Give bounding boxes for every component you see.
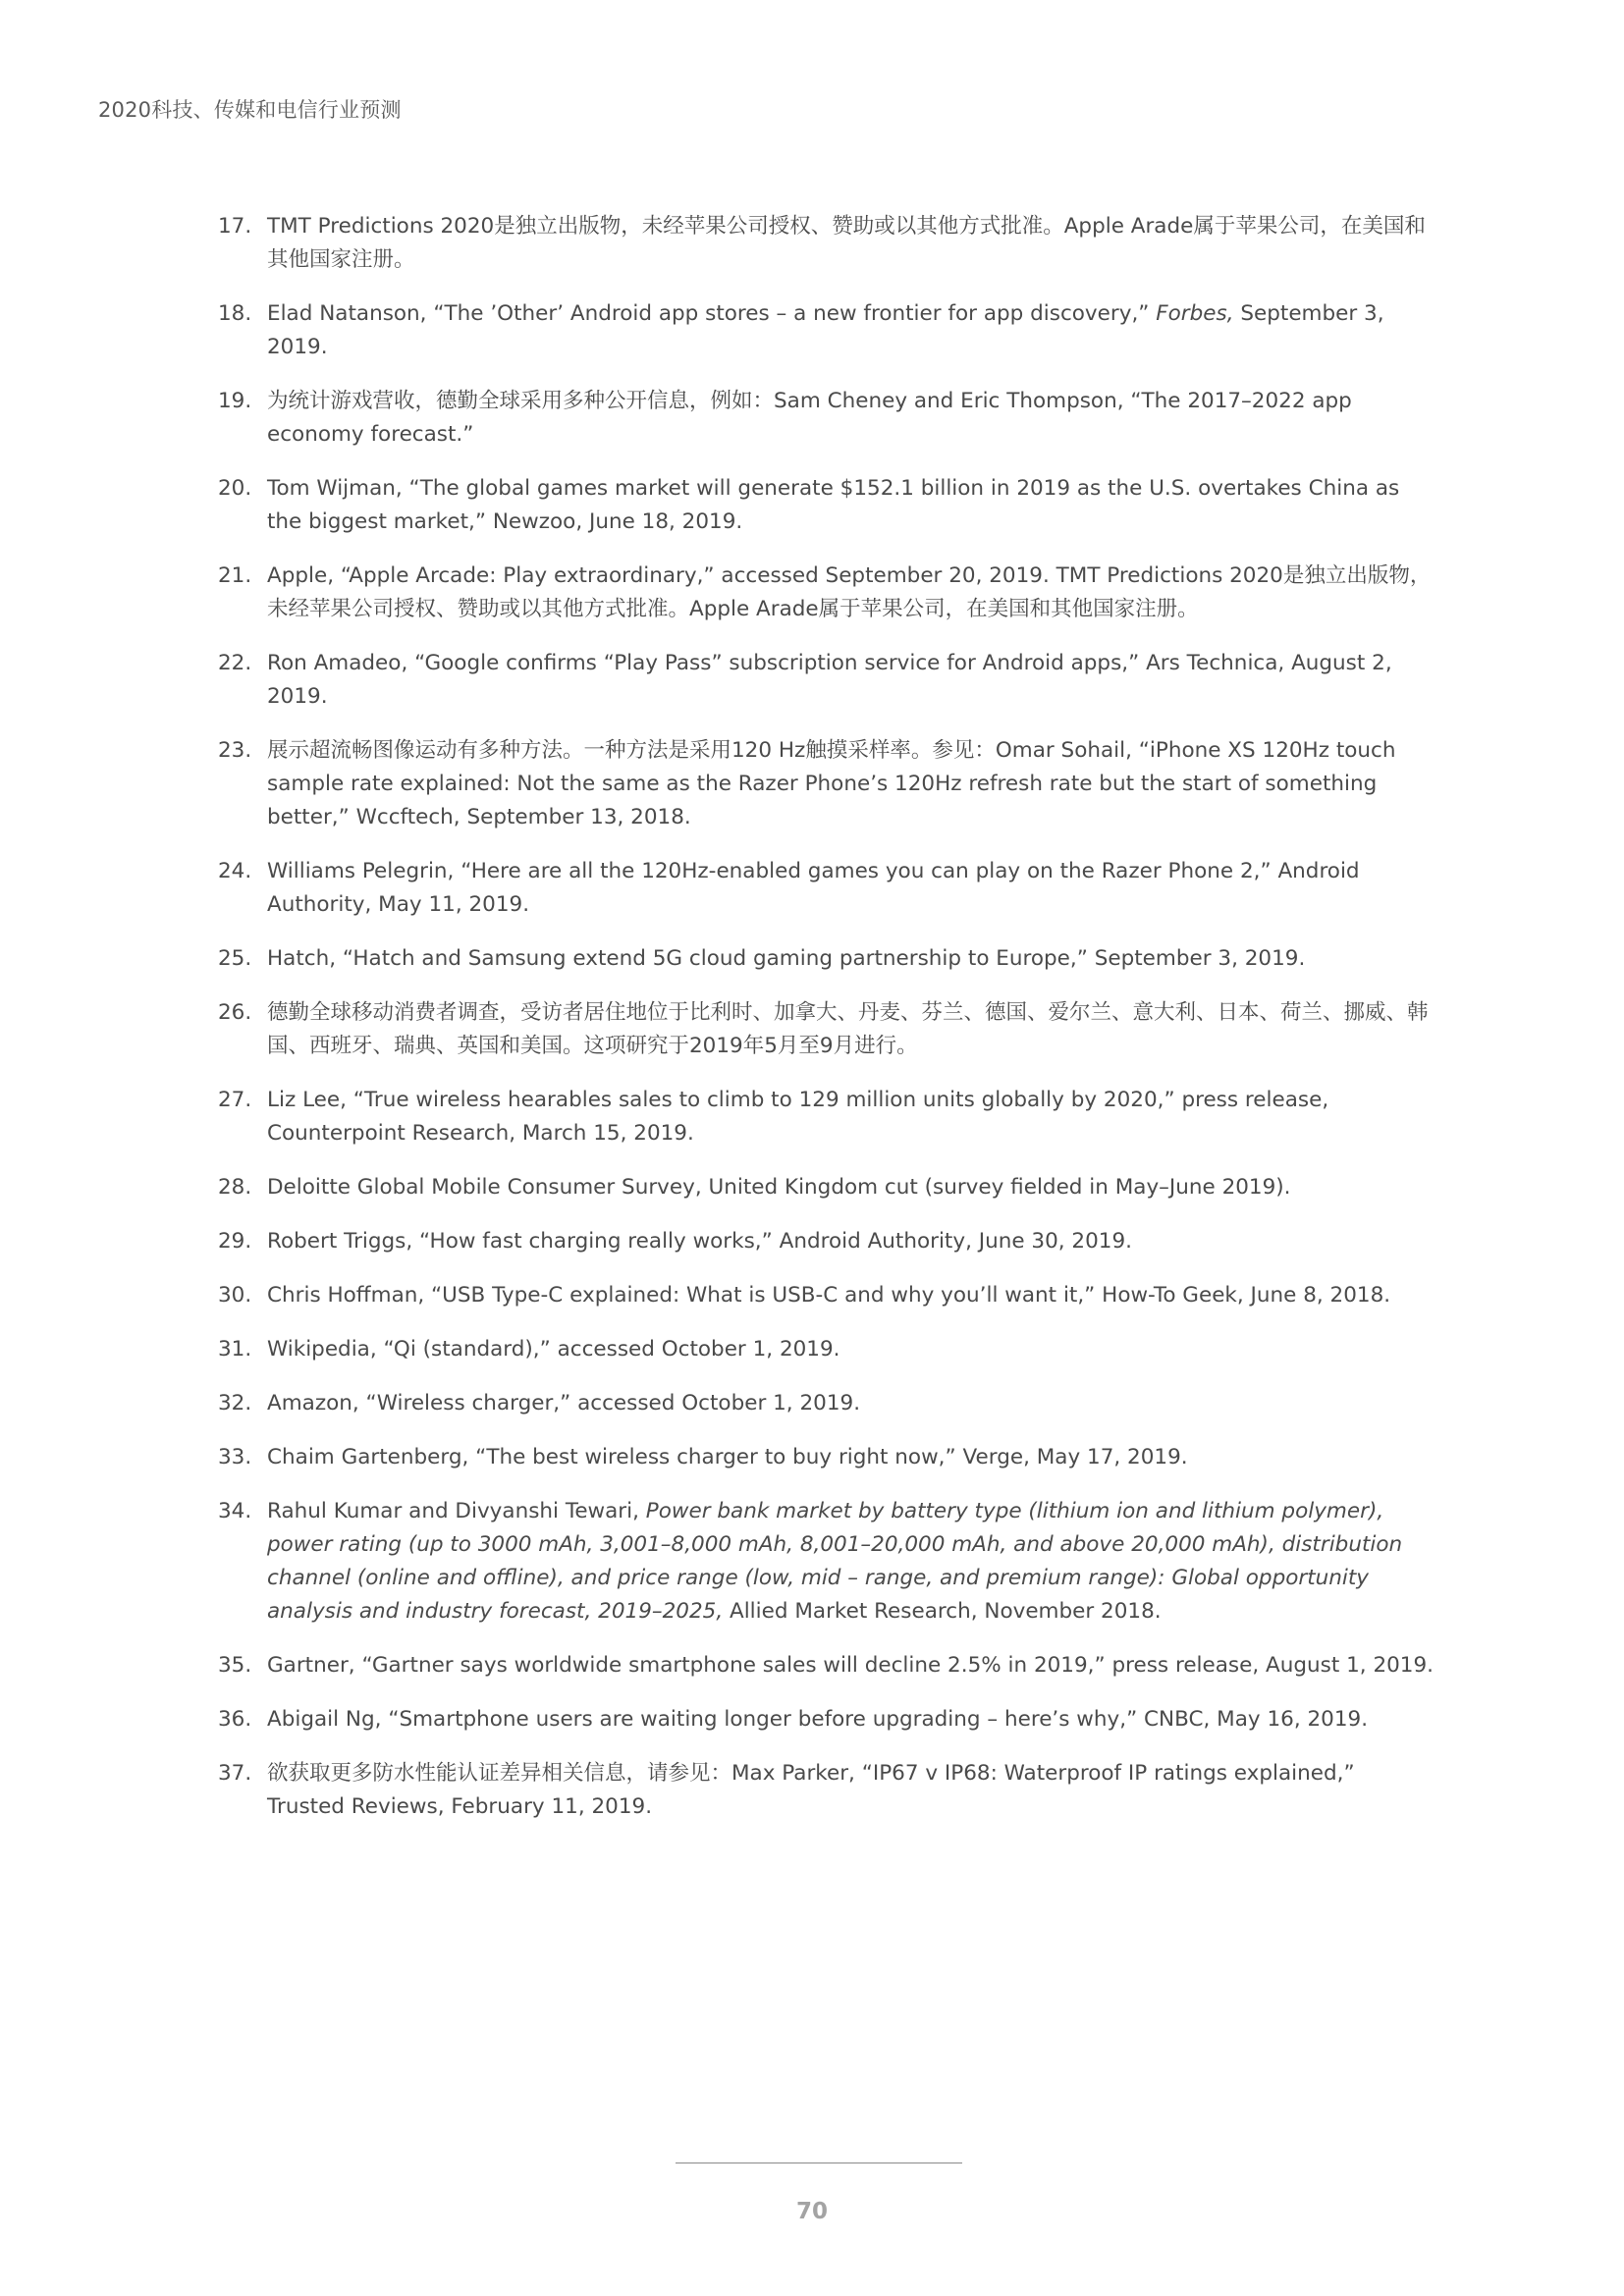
endnote-item — [218, 1225, 1435, 1258]
endnote-text — [267, 563, 1431, 621]
endnote-text-segment: Chris Hoffman, “USB Type-C explained: What is USB-C and why you’ll want it,” How-To Geek, June 8, 2018. — [267, 1283, 1391, 1308]
endnote-text-segment: Elad Natanson, “The ’Other’ Android app stores – a new frontier for app discovery,” — [267, 301, 1157, 326]
endnote-text-segment: Amazon, “Wireless charger,” accessed October 1, 2019. — [267, 1391, 861, 1415]
endnote-number: 31. — [218, 1337, 252, 1362]
endnote-number: 19. — [218, 389, 252, 413]
endnote-item — [218, 385, 1435, 452]
endnote-number: 22. — [218, 651, 252, 675]
endnote-number: 29. — [218, 1229, 252, 1254]
endnote-item — [218, 734, 1435, 834]
endnote-text — [267, 1175, 1291, 1200]
endnote-number: 23. — [218, 738, 252, 763]
endnote-text — [267, 1000, 1429, 1058]
endnote-text-segment: 德勤全球移动消费者调查，受访者居住地位于比利时、加拿大、丹麦、芬兰、德国、爱尔兰、意大利、日本、荷兰、挪威、韩国、西班牙、瑞典、英国和美国。这项研究于2019年5月至9月进行。 — [267, 1000, 1429, 1058]
endnote-item — [218, 942, 1435, 976]
endnote-text-segment: Liz Lee, “True wireless hearables sales to climb to 129 million units globally by 2020,” press release, Counterpoint Research, March 15, 2019. — [267, 1088, 1329, 1146]
endnote-text-segment: Tom Wijman, “The global games market will generate $152.1 billion in 2019 as the U.S. overtakes China as the biggest market,” Newzoo, June 18, 2019. — [267, 476, 1400, 534]
endnote-text — [267, 301, 1384, 359]
endnote-text-segment: Deloitte Global Mobile Consumer Survey, United Kingdom cut (survey fielded in May–June 2019). — [267, 1175, 1291, 1200]
endnote-text-segment: Chaim Gartenberg, “The best wireless charger to buy right now,” Verge, May 17, 2019. — [267, 1445, 1188, 1469]
endnote-text — [267, 476, 1399, 534]
endnote-text-segment: Allied Market Research, November 2018. — [723, 1599, 1162, 1624]
endnote-number: 27. — [218, 1088, 252, 1112]
endnote-text — [267, 1653, 1434, 1678]
endnote-item — [218, 1084, 1435, 1150]
endnote-text-segment: 展示超流畅图像运动有多种方法。一种方法是采用120 Hz触摸采样率。参见：Omar Sohail, “iPhone XS 120Hz touch sample rate explained: Not the same as the Razer Phone’s 120Hz refresh rate but the start of something better,” Wccftech, September 13, 2018. — [267, 738, 1396, 829]
endnote-item — [218, 996, 1435, 1063]
endnote-number: 17. — [218, 214, 252, 239]
endnote-text — [267, 389, 1352, 447]
endnote-number: 28. — [218, 1175, 252, 1200]
endnote-item — [218, 1387, 1435, 1420]
endnote-text-segment: September 3, 2019. — [267, 301, 1384, 359]
endnote-number: 25. — [218, 946, 252, 971]
endnote-text — [267, 1445, 1188, 1469]
endnote-text — [267, 214, 1426, 272]
endnote-item — [218, 1703, 1435, 1736]
endnote-number: 35. — [218, 1653, 252, 1678]
endnote-item — [218, 1279, 1435, 1312]
endnote-text-segment: Wikipedia, “Qi (standard),” accessed October 1, 2019. — [267, 1337, 840, 1362]
endnote-item — [218, 297, 1435, 364]
page-number: 70 — [795, 2199, 828, 2224]
endnote-text-segment: Williams Pelegrin, “Here are all the 120Hz-enabled games you can play on the Razer Phone 2,” Android Authority, May 11, 2019. — [267, 859, 1360, 917]
endnote-italic-title: Forbes, — [1156, 301, 1234, 326]
endnote-item — [218, 1171, 1435, 1204]
endnote-item — [218, 472, 1435, 539]
endnote-text — [267, 1088, 1328, 1146]
endnote-number: 30. — [218, 1283, 252, 1308]
endnote-text-segment: 为统计游戏营收，德勤全球采用多种公开信息，例如：Sam Cheney and Eric Thompson, “The 2017–2022 app economy forecast.” — [267, 389, 1352, 447]
endnote-text — [267, 1337, 840, 1362]
endnote-number: 21. — [218, 563, 252, 588]
endnote-item — [218, 647, 1435, 714]
endnote-item — [218, 1333, 1435, 1366]
endnote-italic-title: Power bank market by battery type (lithium ion and lithium polymer), power rating (up to 3000 mAh, 3,001–8,000 mAh, 8,001–20,000 mAh, and above 20,000 mAh), distribution channel (online and offline), and price range (low, mid – range, and premium range): Global opportunity analysis and industry forecast, 2019–2025, — [267, 1499, 1403, 1624]
endnote-text-segment: Rahul Kumar and Divyanshi Tewari, — [267, 1499, 646, 1523]
endnote-number: 24. — [218, 859, 252, 883]
endnote-item — [218, 560, 1435, 626]
endnote-item — [218, 1441, 1435, 1474]
endnote-item — [218, 210, 1435, 277]
endnote-text — [267, 946, 1305, 971]
endnote-text-segment: Ron Amadeo, “Google confirms “Play Pass” subscription service for Android apps,” Ars Technica, August 2, 2019. — [267, 651, 1392, 709]
endnote-text-segment: 欲获取更多防水性能认证差异相关信息，请参见：Max Parker, “IP67 v IP68: Waterproof IP ratings explained,” Trusted Reviews, February 11, 2019. — [267, 1761, 1355, 1819]
endnote-number: 36. — [218, 1707, 252, 1732]
endnote-item — [218, 1757, 1435, 1824]
endnote-text — [267, 1283, 1390, 1308]
endnote-number: 26. — [218, 1000, 252, 1025]
endnote-number: 33. — [218, 1445, 252, 1469]
running-header: 2020科技、传媒和电信行业预测 — [98, 98, 402, 122]
endnote-text — [267, 1707, 1368, 1732]
endnote-number: 32. — [218, 1391, 252, 1415]
endnote-number: 34. — [218, 1499, 252, 1523]
endnote-number: 20. — [218, 476, 252, 501]
endnote-text-segment: Gartner, “Gartner says worldwide smartphone sales will decline 2.5% in 2019,” press release, August 1, 2019. — [267, 1653, 1434, 1678]
endnote-number: 18. — [218, 301, 252, 326]
endnote-text — [267, 859, 1360, 917]
endnote-number: 37. — [218, 1761, 252, 1786]
endnote-text-segment: Abigail Ng, “Smartphone users are waiting longer before upgrading – here’s why,” CNBC, May 16, 2019. — [267, 1707, 1369, 1732]
endnote-text — [267, 1229, 1132, 1254]
endnote-text-segment: Robert Triggs, “How fast charging really works,” Android Authority, June 30, 2019. — [267, 1229, 1132, 1254]
endnote-text-segment: Hatch, “Hatch and Samsung extend 5G cloud gaming partnership to Europe,” September 3, 2019. — [267, 946, 1306, 971]
endnote-text — [267, 1499, 1402, 1624]
endnote-text-segment: Apple, “Apple Arcade: Play extraordinary,” accessed September 20, 2019. TMT Predictions 2020是独立出版物，未经苹果公司授权、赞助或以其他方式批准。Apple Arade属于苹果公司，在美国和其他国家注册。 — [267, 563, 1432, 621]
endnote-text — [267, 1391, 860, 1415]
endnote-text — [267, 1761, 1355, 1819]
endnote-item — [218, 1495, 1435, 1629]
endnote-item — [218, 855, 1435, 922]
endnotes-list — [218, 210, 1435, 1844]
endnote-text — [267, 651, 1392, 709]
endnote-text-segment: TMT Predictions 2020是独立出版物，未经苹果公司授权、赞助或以其他方式批准。Apple Arade属于苹果公司，在美国和其他国家注册。 — [267, 214, 1426, 272]
endnote-text — [267, 738, 1396, 829]
endnote-item — [218, 1649, 1435, 1682]
